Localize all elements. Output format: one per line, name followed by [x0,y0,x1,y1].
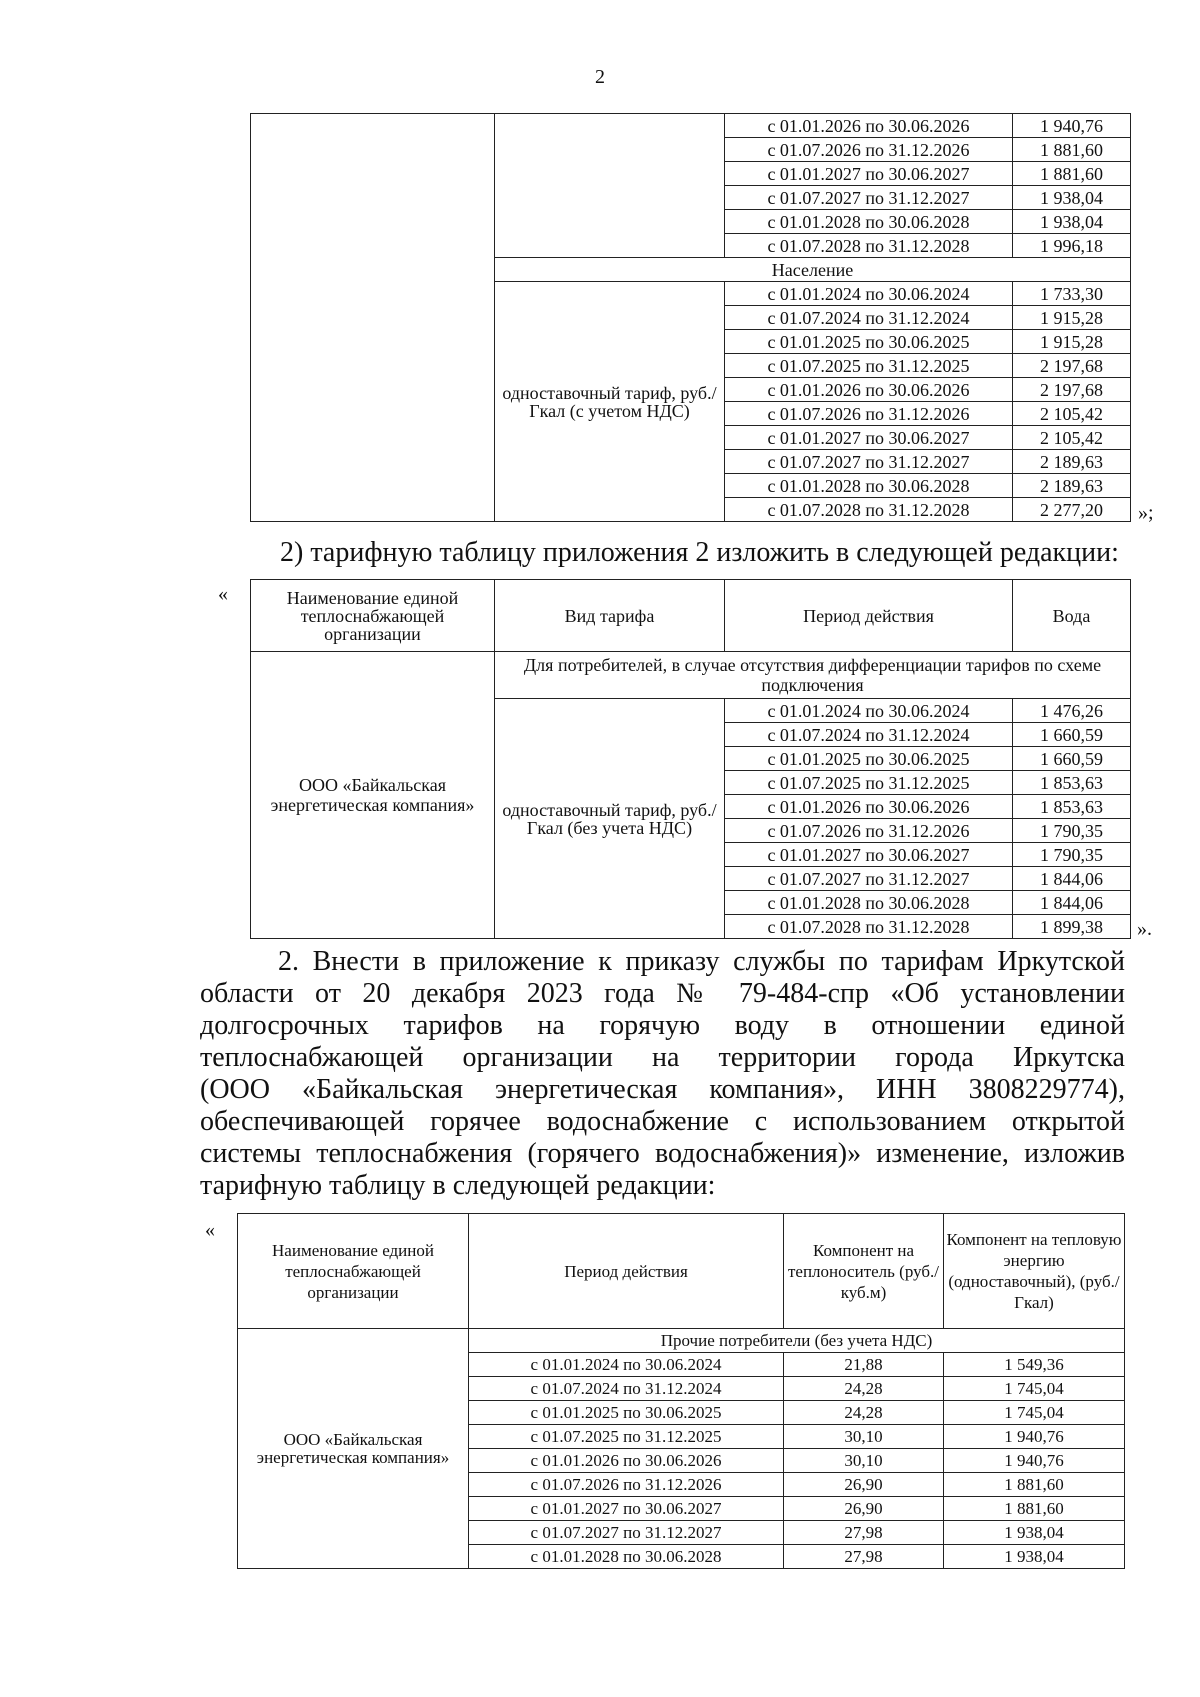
period-cell: с 01.07.2027 по 31.12.2027 [725,867,1013,891]
coolant-value-cell: 21,88 [784,1353,944,1377]
table-row [251,114,1131,138]
tariff-type-cell: одноставочный тариф, руб./Гкал (без учета НДС) [495,699,725,939]
period-cell: с 01.01.2028 по 30.06.2028 [725,474,1013,498]
period-cell: с 01.01.2025 по 30.06.2025 [725,747,1013,771]
tariff-type-cell [495,114,725,258]
period-cell: с 01.01.2026 по 30.06.2026 [725,114,1013,138]
organization-cell: ООО «Байкальская энергетическая компания» [251,652,495,939]
value-cell: 2 197,68 [1013,378,1131,402]
period-cell: с 01.01.2025 по 30.06.2025 [469,1401,784,1425]
period-cell: с 01.07.2025 по 31.12.2025 [469,1425,784,1449]
table2-open-quote: « [218,583,228,605]
value-cell: 1 853,63 [1013,771,1131,795]
column-header: Вода [1013,580,1131,652]
period-cell: с 01.07.2028 по 31.12.2028 [725,234,1013,258]
period-cell: с 01.01.2024 по 30.06.2024 [469,1353,784,1377]
period-cell: с 01.01.2024 по 30.06.2024 [725,282,1013,306]
organization-cell: ООО «Байкальская энергетическая компания» [238,1329,469,1569]
group-header: Прочие потребители (без учета НДС) [469,1329,1125,1353]
period-cell: с 01.07.2026 по 31.12.2026 [725,138,1013,162]
value-cell: 1 844,06 [1013,867,1131,891]
page-number: 2 [595,66,605,88]
value-cell: 1 660,59 [1013,747,1131,771]
paragraph-line: (ООО «Байкальская энергетическая компания», ИНН 3808229774), [200,1074,1125,1105]
value-cell: 2 105,42 [1013,426,1131,450]
period-cell: с 01.01.2028 по 30.06.2028 [725,210,1013,234]
period-cell: с 01.01.2026 по 30.06.2026 [469,1449,784,1473]
paragraph-line: тарифную таблицу в следующей редакции: [200,1170,716,1201]
paragraph-line: теплоснабжающей организации на территории города Иркутска [200,1042,1125,1073]
period-cell: с 01.07.2025 по 31.12.2025 [725,771,1013,795]
coolant-value-cell: 30,10 [784,1425,944,1449]
value-cell: 1 938,04 [1013,210,1131,234]
period-cell: с 01.01.2028 по 30.06.2028 [725,891,1013,915]
period-cell: с 01.07.2027 по 31.12.2027 [725,186,1013,210]
period-cell: с 01.01.2028 по 30.06.2028 [469,1545,784,1569]
period-cell: с 01.07.2027 по 31.12.2027 [725,450,1013,474]
tariff-table-continuation [250,113,1131,522]
period-cell: с 01.07.2025 по 31.12.2025 [725,354,1013,378]
coolant-value-cell: 27,98 [784,1521,944,1545]
value-cell: 1 844,06 [1013,891,1131,915]
header-row [251,580,1131,652]
period-cell: с 01.01.2026 по 30.06.2026 [725,795,1013,819]
value-cell: 2 189,63 [1013,450,1131,474]
coolant-value-cell: 30,10 [784,1449,944,1473]
value-cell: 1 733,30 [1013,282,1131,306]
heat-value-cell: 1 745,04 [944,1377,1125,1401]
tariff-type-cell: одноставочный тариф, руб./Гкал (с учетом НДС) [495,282,725,522]
period-cell: с 01.07.2026 по 31.12.2026 [725,402,1013,426]
period-cell: с 01.01.2027 по 30.06.2027 [725,426,1013,450]
coolant-value-cell: 26,90 [784,1497,944,1521]
period-cell: с 01.01.2027 по 30.06.2027 [725,843,1013,867]
period-cell: с 01.01.2026 по 30.06.2026 [725,378,1013,402]
value-cell: 1 660,59 [1013,723,1131,747]
value-cell: 2 105,42 [1013,402,1131,426]
paragraph-line: области от 20 декабря 2023 года № 79-484-спр «Об установлении [200,978,1125,1009]
hot-water-tariff-table [237,1213,1125,1569]
group-header: Население [495,258,1131,282]
value-cell: 1 881,60 [1013,138,1131,162]
period-cell: с 01.07.2026 по 31.12.2026 [469,1473,784,1497]
value-cell: 1 915,28 [1013,306,1131,330]
paragraph-line: 2. Внести в приложение к приказу службы по тарифам Иркутской [278,946,1125,977]
header-row [238,1214,1125,1329]
column-header: Наименование единой теплоснабжающей организации [238,1214,469,1329]
heat-value-cell: 1 881,60 [944,1473,1125,1497]
value-cell: 1 881,60 [1013,162,1131,186]
heat-value-cell: 1 940,76 [944,1449,1125,1473]
column-header: Компонент на теплоноситель (руб./куб.м) [784,1214,944,1329]
period-cell: с 01.07.2024 по 31.12.2024 [725,723,1013,747]
column-header: Период действия [725,580,1013,652]
period-cell: с 01.07.2026 по 31.12.2026 [725,819,1013,843]
value-cell: 1 899,38 [1013,915,1131,939]
heat-value-cell: 1 549,36 [944,1353,1125,1377]
period-cell: с 01.07.2024 по 31.12.2024 [725,306,1013,330]
column-header: Наименование единой теплоснабжающей организации [251,580,495,652]
period-cell: с 01.01.2027 по 30.06.2027 [725,162,1013,186]
period-cell: с 01.07.2028 по 31.12.2028 [725,498,1013,522]
heat-value-cell: 1 938,04 [944,1545,1125,1569]
paragraph-appendix2: 2) тарифную таблицу приложения 2 изложить в следующей редакции: [280,537,1119,568]
group-header: Для потребителей, в случае отсутствия дифференциации тарифов по схеме подключения [495,652,1131,699]
period-cell: с 01.07.2028 по 31.12.2028 [725,915,1013,939]
value-cell: 1 790,35 [1013,819,1131,843]
value-cell: 1 476,26 [1013,699,1131,723]
tariff-table-appendix2 [250,579,1131,939]
heat-value-cell: 1 940,76 [944,1425,1125,1449]
value-cell: 1 915,28 [1013,330,1131,354]
heat-value-cell: 1 745,04 [944,1401,1125,1425]
value-cell: 2 189,63 [1013,474,1131,498]
value-cell: 1 790,35 [1013,843,1131,867]
column-header: Вид тарифа [495,580,725,652]
column-header: Период действия [469,1214,784,1329]
period-cell: с 01.01.2025 по 30.06.2025 [725,330,1013,354]
table2-closing-quote: ». [1137,918,1152,940]
value-cell: 1 996,18 [1013,234,1131,258]
coolant-value-cell: 24,28 [784,1401,944,1425]
paragraph-line: обеспечивающей горячее водоснабжение с использованием открытой [200,1106,1125,1137]
value-cell: 2 197,68 [1013,354,1131,378]
paragraph-line: системы теплоснабжения (горячего водоснабжения)» изменение, изложив [200,1138,1125,1169]
paragraph-line: долгосрочных тарифов на горячую воду в отношении единой [200,1010,1125,1041]
table3-open-quote: « [205,1219,215,1241]
table1-closing-quote: »; [1138,502,1154,524]
coolant-value-cell: 24,28 [784,1377,944,1401]
period-cell: с 01.07.2024 по 31.12.2024 [469,1377,784,1401]
value-cell: 2 277,20 [1013,498,1131,522]
group-row [238,1329,1125,1353]
value-cell: 1 938,04 [1013,186,1131,210]
heat-value-cell: 1 938,04 [944,1521,1125,1545]
heat-value-cell: 1 881,60 [944,1497,1125,1521]
period-cell: с 01.07.2027 по 31.12.2027 [469,1521,784,1545]
period-cell: с 01.01.2024 по 30.06.2024 [725,699,1013,723]
organization-cell [251,114,495,522]
value-cell: 1 940,76 [1013,114,1131,138]
column-header: Компонент на тепловую энергию (одноставочный), (руб./Гкал) [944,1214,1125,1329]
period-cell: с 01.01.2027 по 30.06.2027 [469,1497,784,1521]
coolant-value-cell: 27,98 [784,1545,944,1569]
value-cell: 1 853,63 [1013,795,1131,819]
group-row [251,652,1131,699]
coolant-value-cell: 26,90 [784,1473,944,1497]
